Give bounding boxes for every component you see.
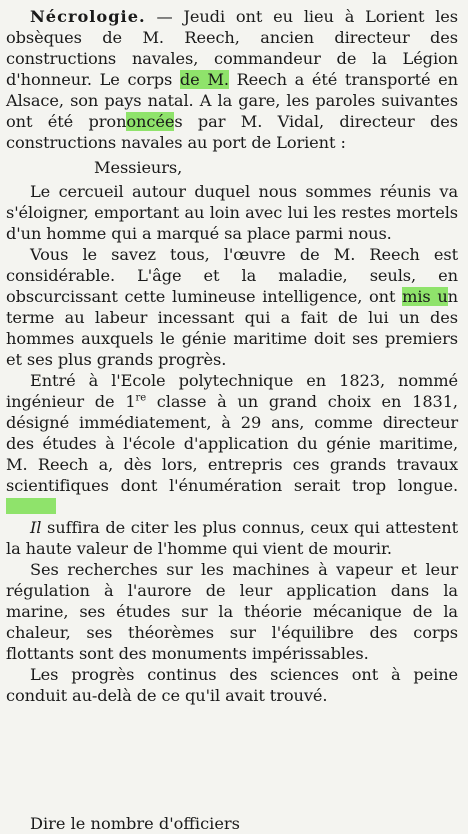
paragraph-4: Il suffira de citer les plus connus, ceux qui attestent la haute valeur de l'homme qui vient de mourir. <box>6 518 458 558</box>
highlight-2: oncée <box>126 112 175 131</box>
paragraph-6: Les progrès continus des sciences ont à peine conduit au-delà de ce qu'il avait trouvé. <box>6 665 458 705</box>
highlight-4 <box>6 498 56 514</box>
highlight-1: de M. <box>179 70 229 89</box>
paragraph-5: Ses recherches sur les machines à vapeur et leur régulation à l'aurore de leur application dans la marine, ses études sur la théorie mécanique de la chaleur, ses théorèmes sur l'équilibre des corps flottants sont des monuments impérissables. <box>6 560 458 663</box>
intro-paragraph: Nécrologie. — Jeudi ont eu lieu à Lorient les obsèques de M. Reech, ancien directeur des constructions navales, commandeur de la Légion d'honneur. Le corps de M. Reech a été transporté en Alsace, son pays natal. A la gare, les paroles suivantes ont été prononcées par M. Vidal, directeur des constructions navales au port de Lorient : <box>6 7 458 152</box>
paragraph-2: Vous le savez tous, l'œuvre de M. Reech est considérable. L'âge et la maladie, seuls, en obscurcissant cette lumineuse intelligence, ont mis un terme au labeur incessant qui a fait de lui un des hommes auxquels le génie maritime doit ses premiers et ses plus grands progrès. <box>6 245 458 369</box>
article-column <box>6 6 458 706</box>
cut-off-line: Dire le nombre d'officiers <box>30 814 240 833</box>
salutation: Messieurs, <box>94 158 183 177</box>
highlight-3: mis u <box>402 287 448 306</box>
paragraph-1: Le cercueil autour duquel nous sommes réunis va s'éloigner, emportant au loin avec lui les restes mortels d'un homme qui a marqué sa place parmi nous. <box>6 182 458 243</box>
headword: Nécrologie. <box>30 7 146 26</box>
paragraph-3: Entré à l'Ecole polytechnique en 1823, nommé ingénieur de 1re classe à un grand choix en 1831, désigné immédiatement, à 29 ans, comme directeur des études à l'école d'application du génie maritime, M. Reech a, dès lors, entrepris ces grands travaux scientifiques dont l'énumération serait trop longue. <box>6 370 458 517</box>
